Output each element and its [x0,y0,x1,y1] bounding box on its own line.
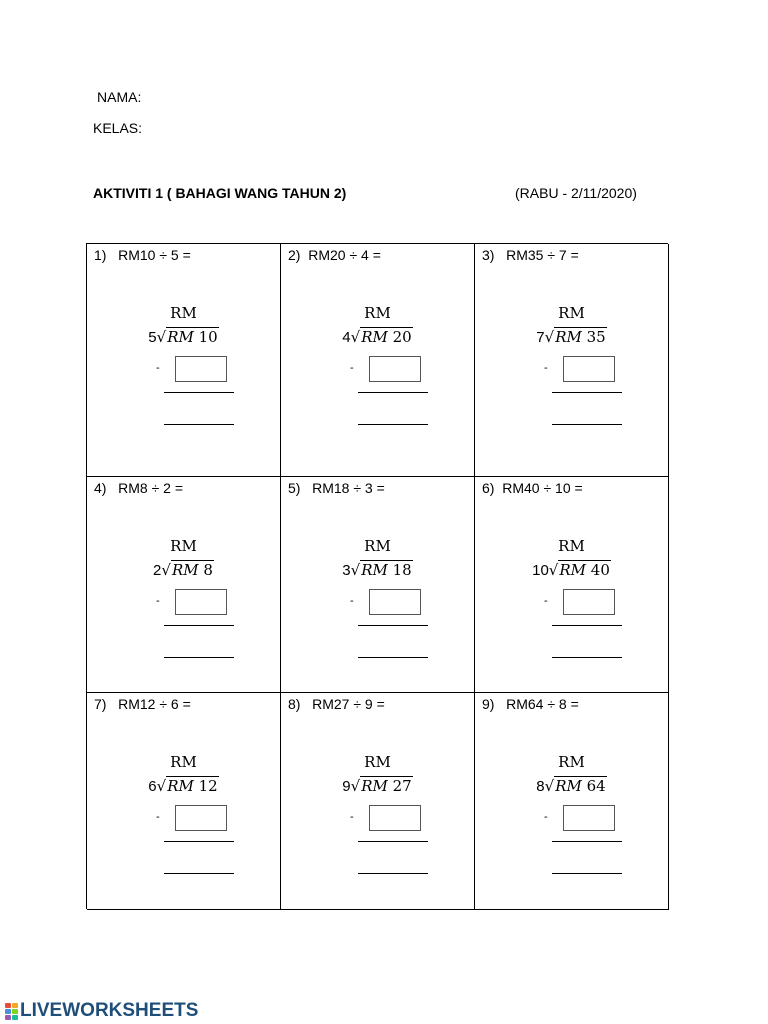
long-division [87,561,280,579]
remainder-line [552,657,622,658]
divisor: 9 [342,778,351,795]
divisor: 6 [148,778,157,795]
remainder-line [552,424,622,425]
answer-input-box[interactable] [175,356,227,382]
question-text: 1) RM10 ÷ 5 = [94,247,191,263]
minus-sign: - [156,595,160,607]
dividend [166,327,219,346]
answer-input-box[interactable] [175,805,227,831]
question-text: 8) RM27 ÷ 9 = [288,696,385,712]
question-text: 2) RM20 ÷ 4 = [288,247,381,263]
remainder-line [164,424,234,425]
division-bracket-icon: √ [156,777,167,795]
remainder-line [552,873,622,874]
dividend-value: 40 [590,561,610,579]
minus-sign: - [544,362,548,374]
name-label: NAMA: [97,89,142,105]
division-bracket-icon: √ [544,777,555,795]
question-text: 3) RM35 ÷ 7 = [482,247,579,263]
minus-sign: - [544,595,548,607]
question-text: 9) RM64 ÷ 8 = [482,696,579,712]
liveworksheets-grid-icon [4,1002,18,1020]
logo-text: LIVEWORKSHEETS [20,1000,199,1021]
remainder-line [358,424,428,425]
dividend-unit: RM [167,328,194,346]
dividend [171,560,214,579]
answer-input-box[interactable] [563,356,615,382]
question-text: 6) RM40 ÷ 10 = [482,480,583,496]
dividend-unit: RM [555,777,582,795]
dividend-value: 18 [392,561,412,579]
division-bracket-icon: √ [161,561,171,579]
logo-tile [12,1015,18,1020]
dividend-value: 8 [203,561,213,579]
minus-sign: - [156,362,160,374]
logo-tile [12,1003,18,1008]
dividend-unit: RM [361,561,388,579]
division-bracket-icon: √ [350,328,361,346]
long-division [87,777,280,795]
working-line [358,392,428,393]
logo-tile [5,1015,11,1020]
quotient-label: RM [558,304,585,322]
long-division [87,328,280,346]
divisor: 5 [148,329,157,346]
remainder-line [164,657,234,658]
long-division [281,328,474,346]
dividend-value: 10 [198,328,218,346]
quotient-label: RM [364,537,391,555]
quotient-label: RM [558,753,585,771]
answer-input-box[interactable] [369,356,421,382]
long-division [475,777,668,795]
division-bracket-icon: √ [548,561,559,579]
division-bracket-icon: √ [544,328,555,346]
answer-input-box[interactable] [175,589,227,615]
problem-cell-7 [87,693,281,910]
dividend-value: 20 [392,328,412,346]
divisor: 3 [342,562,351,579]
answer-input-box[interactable] [369,805,421,831]
dividend [360,327,413,346]
worksheet-date: (RABU - 2/11/2020) [515,185,637,201]
dividend-unit: RM [171,561,199,579]
dividend-value: 27 [392,777,412,795]
working-line [358,841,428,842]
dividend-unit: RM [555,328,582,346]
remainder-line [358,657,428,658]
quotient-label: RM [170,753,197,771]
answer-input-box[interactable] [563,805,615,831]
remainder-line [358,873,428,874]
worksheet-grid [86,243,668,909]
working-line [164,392,234,393]
divisor: 10 [532,562,549,579]
long-division [281,561,474,579]
problem-cell-2 [281,244,475,477]
liveworksheets-logo [4,999,198,1023]
divisor: 2 [153,562,162,579]
dividend-unit: RM [559,561,587,579]
working-line [552,841,622,842]
logo-tile [5,1003,11,1008]
dividend-value: 35 [586,328,606,346]
dividend-value: 64 [586,777,606,795]
minus-sign: - [156,811,160,823]
minus-sign: - [544,811,548,823]
working-line [164,625,234,626]
dividend [166,776,219,795]
dividend-unit: RM [361,777,388,795]
division-bracket-icon: √ [156,328,167,346]
logo-tile [12,1009,18,1014]
working-line [552,392,622,393]
class-label: KELAS: [93,120,143,136]
problem-cell-4 [87,477,281,693]
question-text: 5) RM18 ÷ 3 = [288,480,385,496]
dividend-value: 12 [198,777,218,795]
working-line [358,625,428,626]
answer-input-box[interactable] [563,589,615,615]
divisor: 7 [536,329,545,346]
problem-cell-1 [87,244,281,477]
quotient-label: RM [364,304,391,322]
divisor: 8 [536,778,545,795]
dividend [554,776,607,795]
minus-sign: - [350,595,354,607]
dividend-unit: RM [167,777,194,795]
minus-sign: - [350,362,354,374]
dividend [360,776,413,795]
dividend [558,560,611,579]
division-bracket-icon: √ [350,561,361,579]
remainder-line [164,873,234,874]
quotient-label: RM [170,304,197,322]
quotient-label: RM [558,537,585,555]
long-division [475,561,668,579]
problem-cell-6 [475,477,669,693]
answer-input-box[interactable] [369,589,421,615]
long-division [281,777,474,795]
quotient-label: RM [364,753,391,771]
problem-cell-3 [475,244,669,477]
division-bracket-icon: √ [350,777,361,795]
problem-cell-8 [281,693,475,910]
dividend [360,560,413,579]
working-line [164,841,234,842]
dividend-unit: RM [361,328,388,346]
problem-cell-9 [475,693,669,910]
working-line [552,625,622,626]
divisor: 4 [342,329,351,346]
problem-cell-5 [281,477,475,693]
quotient-label: RM [170,537,197,555]
minus-sign: - [350,811,354,823]
dividend [554,327,607,346]
question-text: 7) RM12 ÷ 6 = [94,696,191,712]
worksheet-title: AKTIVITI 1 ( BAHAGI WANG TAHUN 2) [93,185,347,201]
long-division [475,328,668,346]
logo-tile [5,1009,11,1014]
question-text: 4) RM8 ÷ 2 = [94,480,183,496]
